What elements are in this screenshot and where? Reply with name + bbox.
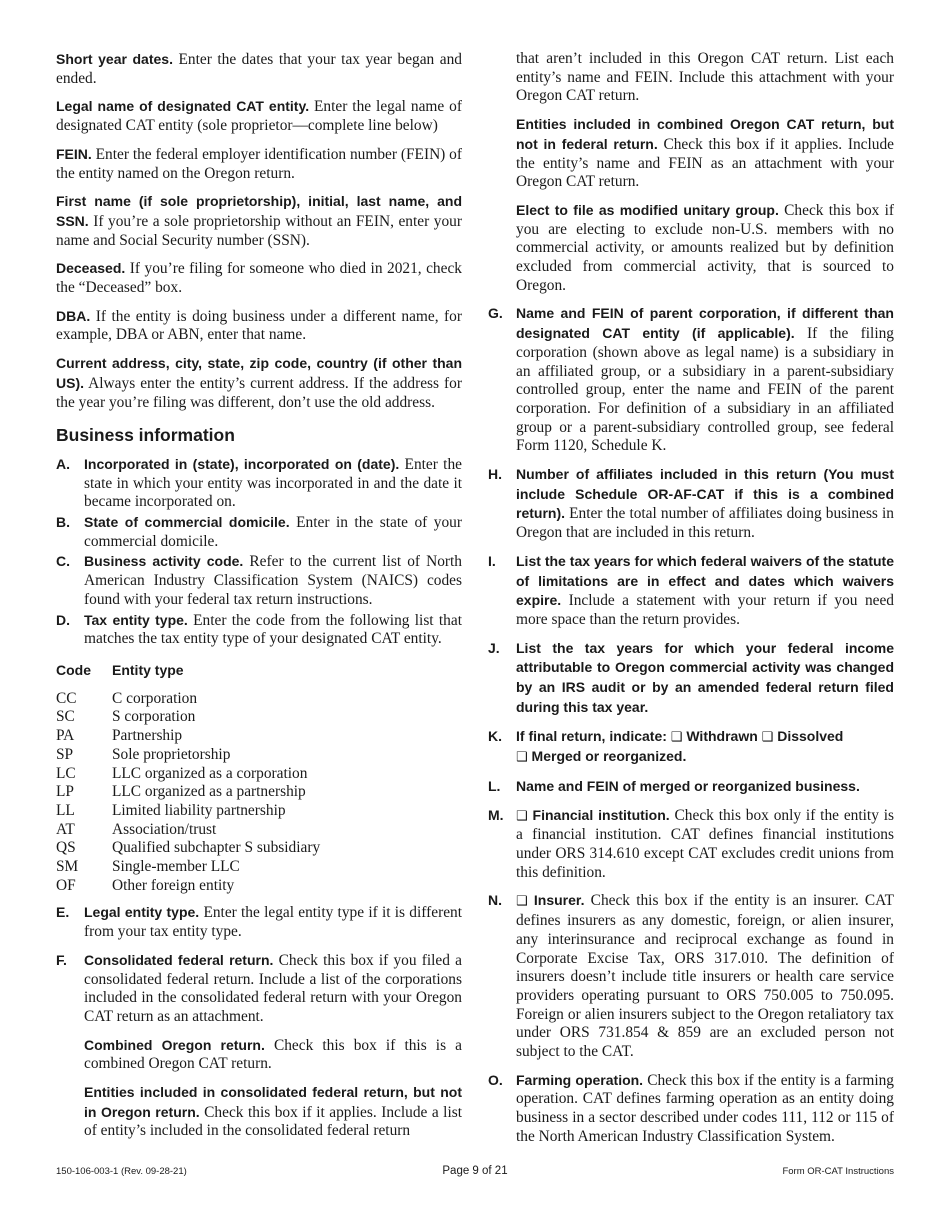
item-e: E. Legal entity type. Enter the legal entity type if it is different from your tax entity type. [56, 904, 463, 941]
item-n: N. ❑ Insurer. Check this box if the entity is an insurer. CAT defines insurers as any domestic, foreign, or alien insurer, any interinsurance and reciprocal exchange as found in Corporate Excise Tax, ORS 317.010. The definition of insurers doesn’t include title insurers or health care service providers operating pursuant to ORS 750.005 to 750.095. Foreign or alien insurers subject to the Oregon retaliatory tax under ORS 731.854 & 859 are an excluded person not subject to the CAT. [488, 892, 894, 1061]
item-i: I. List the tax years for which federal waivers of the statute of limitations are in effect and dates which waivers expire. Include a statement with your return if you need more space than the return provides. [488, 552, 894, 628]
first-name-para: First name (if sole proprietorship), initial, last name, and SSN. If you’re a sole proprietorship without an FEIN, enter your name and Social Security number (SSN). [56, 193, 462, 249]
checkbox-icon: ❑ [516, 750, 528, 766]
legal-name-para: Legal name of designated CAT entity. Enter the legal name of designated CAT entity (sole proprietor—complete line below) [56, 98, 462, 135]
item-h: H. Number of affiliates included in this return (You must include Schedule OR-AF-CAT if this is a combined return). Enter the total number of affiliates doing business in Oregon that are included in this return. [488, 466, 894, 542]
code-row: LP LLC organized as a partnership [56, 783, 306, 801]
checkbox-icon: ❑ [761, 729, 774, 745]
modified-unitary-para: Elect to file as modified unitary group. Check this box if you are electing to exclude non-U.S. members with no commercial activity, or amounts realized but by definition excluded from commercial activity, that is sourced to Oregon. [516, 201, 894, 294]
code-row: AT Association/trust [56, 820, 217, 838]
item-a: A. Incorporated in (state), incorporated on (date). Enter the state in which your entity was incorporated in and the date it became incorporated on. [56, 455, 462, 511]
code-table-header: Code Entity type [56, 661, 184, 678]
fein-para: FEIN. Enter the federal employer identification number (FEIN) of the entity named on the Oregon return. [56, 145, 462, 182]
code-row: PA Partnership [56, 727, 183, 745]
code-row: QS Qualified subchapter S subsidiary [56, 839, 321, 857]
right-column [488, 50, 894, 1156]
code-row: SC S corporation [56, 708, 196, 726]
item-l: L. Name and FEIN of merged or reorganized business. [488, 777, 860, 794]
item-m: M. ❑ Financial institution. Check this box only if the entity is a financial institution. CAT defines financial institutions under ORS 314.610 except CAT excludes credit unions from this definition. [488, 806, 894, 881]
business-information-heading: Business information [56, 425, 235, 446]
code-row: SM Single-member LLC [56, 858, 240, 876]
code-row: SP Sole proprietorship [56, 745, 231, 763]
short-year-dates-para: Short year dates. Enter the dates that your tax year began and ended. [56, 51, 462, 87]
item-j: J. List the tax years for which your federal income attributable to Oregon commercial activity was changed by an IRS audit or by an amended federal return filed during this tax year. [488, 639, 894, 715]
code-row: LL Limited liability partnership [56, 801, 286, 819]
item-c: C. Business activity code. Refer to the current list of North American Industry Classification System (NAICS) codes found with your federal tax return instructions. [56, 553, 463, 608]
item-d: D. Tax entity type. Enter the code from the following list that matches the tax entity type of your designated CAT entity. [56, 611, 462, 648]
item-k: K. If final return, indicate: ❑ Withdrawn ❑ Dissolved ❑ Merged or reorganized. [488, 727, 844, 766]
current-address-para: Current address, city, state, zip code, country (if other than US). Always enter the entity’s current address. If the address for the year you’re filing was different, don’t use the old address. [56, 355, 462, 411]
form-title: Form OR-CAT Instructions [782, 1166, 894, 1177]
item-b: B. State of commercial domicile. Enter in the state of your commercial domicile. [56, 514, 462, 550]
page-number: Page 9 of 21 [442, 1165, 508, 1177]
code-row: OF Other foreign entity [56, 876, 235, 894]
entities-consolidated-para: Entities included in consolidated federal return, but not in Oregon return. Check this box if it applies. Include a list of entity’s included in the consolidated federal return [84, 1084, 462, 1140]
dba-para: DBA. If the entity is doing business under a different name, for example, DBA or ABN, enter that name. [56, 307, 462, 344]
checkbox-icon: ❑ [516, 808, 528, 824]
code-row: LC LLC organized as a corporation [56, 764, 308, 782]
checkbox-icon: ❑ [516, 894, 528, 910]
checkbox-icon: ❑ [670, 729, 683, 745]
combined-oregon-return-para: Combined Oregon return. Check this box if this is a combined Oregon CAT return. [84, 1036, 462, 1073]
form-number: 150-106-003-1 (Rev. 09-28-21) [56, 1166, 187, 1177]
item-o: O. Farming operation. Check this box if the entity is a farming operation. CAT defines farming operation as an entity doing business in a sector described under codes 111, 112 or 115 of the North American Industry Classification System. [488, 1071, 894, 1145]
code-row: CC C corporation [56, 689, 198, 707]
entity-code-list [56, 690, 462, 896]
entities-combined-para: Entities included in combined Oregon CAT return, but not in federal return. Check this box if it applies. Include the entity’s name and FEIN as an attachment with your Oregon CAT return. [516, 116, 894, 191]
deceased-para: Deceased. If you’re filing for someone who died in 2021, check the “Deceased” box. [56, 260, 462, 297]
item-f: F. Consolidated federal return. Check this box if you filed a consolidated federal return. Include a list of the corporations included in the consolidated federal return with your Oregon CAT return as an attachment. [56, 951, 462, 1025]
left-column [56, 50, 462, 1150]
continuation-para: that aren’t included in this Oregon CAT return. List each entity’s name and FEIN. Include this attachment with your Oregon CAT return. [516, 50, 894, 105]
item-g: G. Name and FEIN of parent corporation, if different than designated CAT entity (if applicable). If the filing corporation (shown above as legal name) is a subsidiary in an affiliated group, or a subsidiary in a parent-subsidiary controlled group, enter the name and FEIN of the parent corporation. For definition of a subsidiary in an affiliated group or a parent-subsidiary controlled group, see federal Form 1120, Schedule K. [488, 305, 894, 455]
